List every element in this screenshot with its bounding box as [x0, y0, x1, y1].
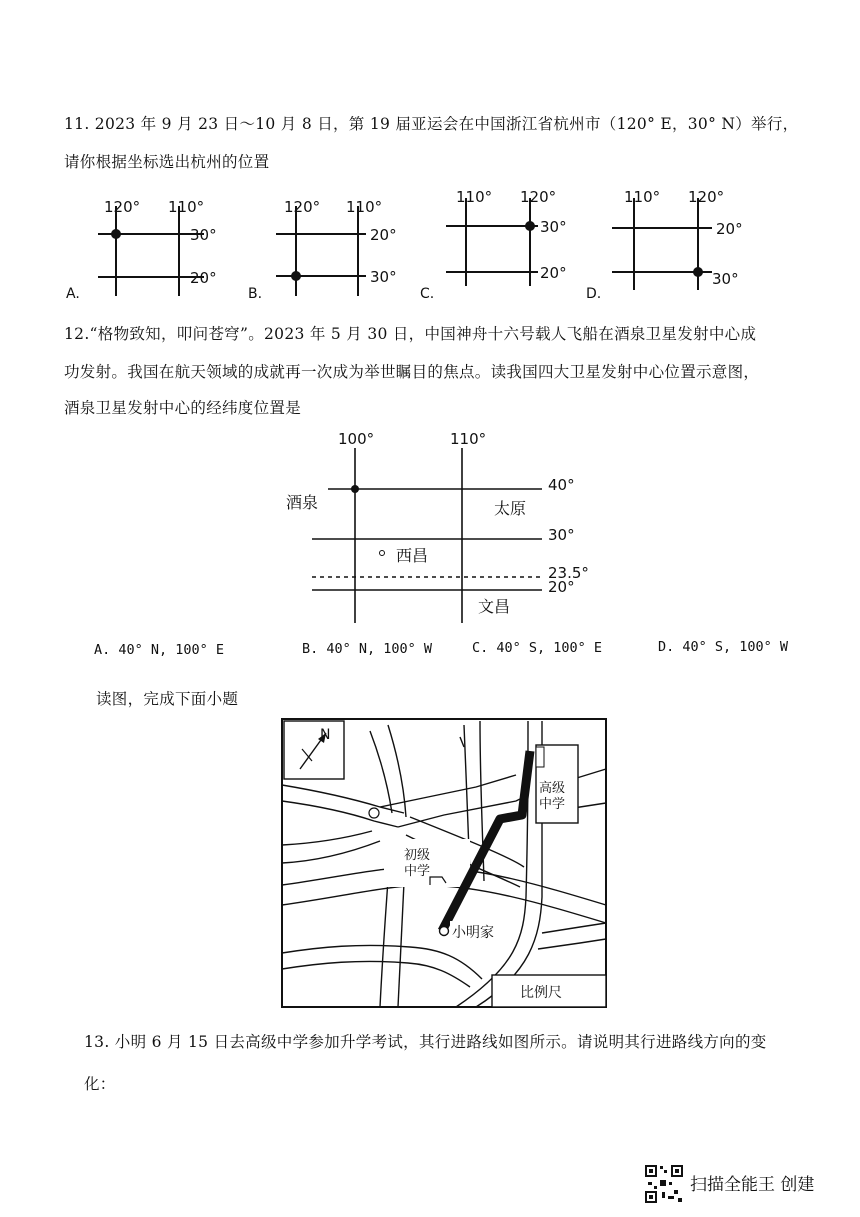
- q13-line2: 化：: [84, 1075, 116, 1093]
- city-taiyuan: 太原: [494, 499, 527, 518]
- q11-line2: 请你根据坐标选出杭州的位置: [64, 153, 270, 171]
- lat-30-label: 30°: [548, 526, 575, 544]
- xichang-point: [380, 551, 385, 556]
- north-label: N: [320, 727, 331, 743]
- hangzhou-point: [291, 271, 301, 281]
- q13-line1: 13. 小明 6 月 15 日去高级中学参加升学考试，其行进路线如图所示。请说明其行进路线方向的变: [84, 1033, 767, 1051]
- home-point: [440, 927, 449, 936]
- option-c-letter: C.: [420, 286, 435, 302]
- q12-answer-c: C. 40° S, 100° E: [472, 640, 603, 656]
- lon-110-label: 110°: [450, 430, 487, 448]
- high-school-label-2: 中学: [539, 797, 566, 812]
- lat-40-label: 40°: [548, 476, 575, 494]
- q12-answer-b: B. 40° N, 100° W: [302, 641, 433, 657]
- q11-option-b-grid: [246, 192, 416, 302]
- launch-center-map: [280, 428, 610, 628]
- option-a-letter: A.: [66, 286, 80, 302]
- jiuquan-point: [351, 485, 359, 493]
- q11-option-a-grid: [64, 192, 234, 302]
- city-jiuquan: 酒泉: [286, 493, 319, 512]
- option-b-right-top: 20°: [370, 226, 397, 244]
- home-label: 小明家: [452, 925, 494, 941]
- option-c-right-bottom: 20°: [540, 264, 567, 282]
- high-school-label-1: 高级: [539, 781, 566, 796]
- route-map: [280, 717, 610, 1011]
- option-a-top-left: 120°: [104, 198, 141, 216]
- option-b-letter: B.: [248, 286, 263, 302]
- q12-line2: 功发射。我国在航天领域的成就再一次成为举世瞩目的焦点。读我国四大卫星发射中心位置示意图，: [64, 363, 760, 381]
- q11-option-d-grid: [584, 182, 764, 302]
- lat-23-5-label: 23.5°: [548, 564, 589, 582]
- hangzhou-point: [693, 267, 703, 277]
- reading-prompt: 读图，完成下面小题: [96, 690, 239, 708]
- option-b-top-right: 110°: [346, 198, 383, 216]
- option-d-letter: D.: [586, 286, 602, 302]
- junior-school-label-1: 初级: [404, 848, 431, 863]
- option-a-top-right: 110°: [168, 198, 205, 216]
- option-a-right-bottom: 20°: [190, 269, 217, 287]
- q11-option-c-grid: [418, 182, 588, 302]
- city-xichang: 西昌: [396, 546, 429, 565]
- option-b-right-bottom: 30°: [370, 268, 397, 286]
- lon-100-label: 100°: [338, 430, 375, 448]
- q12-answer-d: D. 40° S, 100° W: [658, 639, 789, 655]
- option-b-top-left: 120°: [284, 198, 321, 216]
- q12-line1: 12.“格物致知，叩问苍穹”。2023 年 5 月 30 日，中国神舟十六号载人飞船在酒泉卫星发射中心成: [64, 325, 757, 343]
- q12-line3: 酒泉卫星发射中心的经纬度位置是: [64, 399, 302, 417]
- option-c-top-right: 120°: [520, 188, 557, 206]
- option-d-top-left: 110°: [624, 188, 661, 206]
- scale-label: 比例尺: [520, 985, 562, 1001]
- q11-line1: 11. 2023 年 9 月 23 日～10 月 8 日，第 19 届亚运会在中国浙江省杭州市（120° E，30° N）举行，: [64, 115, 799, 133]
- hangzhou-point: [525, 221, 535, 231]
- city-wenchang: 文昌: [478, 597, 511, 616]
- option-d-top-right: 120°: [688, 188, 725, 206]
- option-c-top-left: 110°: [456, 188, 493, 206]
- q12-answer-a: A. 40° N, 100° E: [94, 642, 225, 658]
- footer-watermark: 扫描全能王 创建: [690, 1175, 815, 1195]
- option-a-right-top: 30°: [190, 226, 217, 244]
- hangzhou-point: [111, 229, 121, 239]
- lat-20-label: 20°: [548, 578, 575, 596]
- qr-code-icon: [644, 1164, 684, 1204]
- option-d-right-top: 20°: [716, 220, 743, 238]
- option-d-right-bottom: 30°: [712, 270, 739, 288]
- option-c-right-top: 30°: [540, 218, 567, 236]
- junior-school-label-2: 中学: [404, 864, 431, 879]
